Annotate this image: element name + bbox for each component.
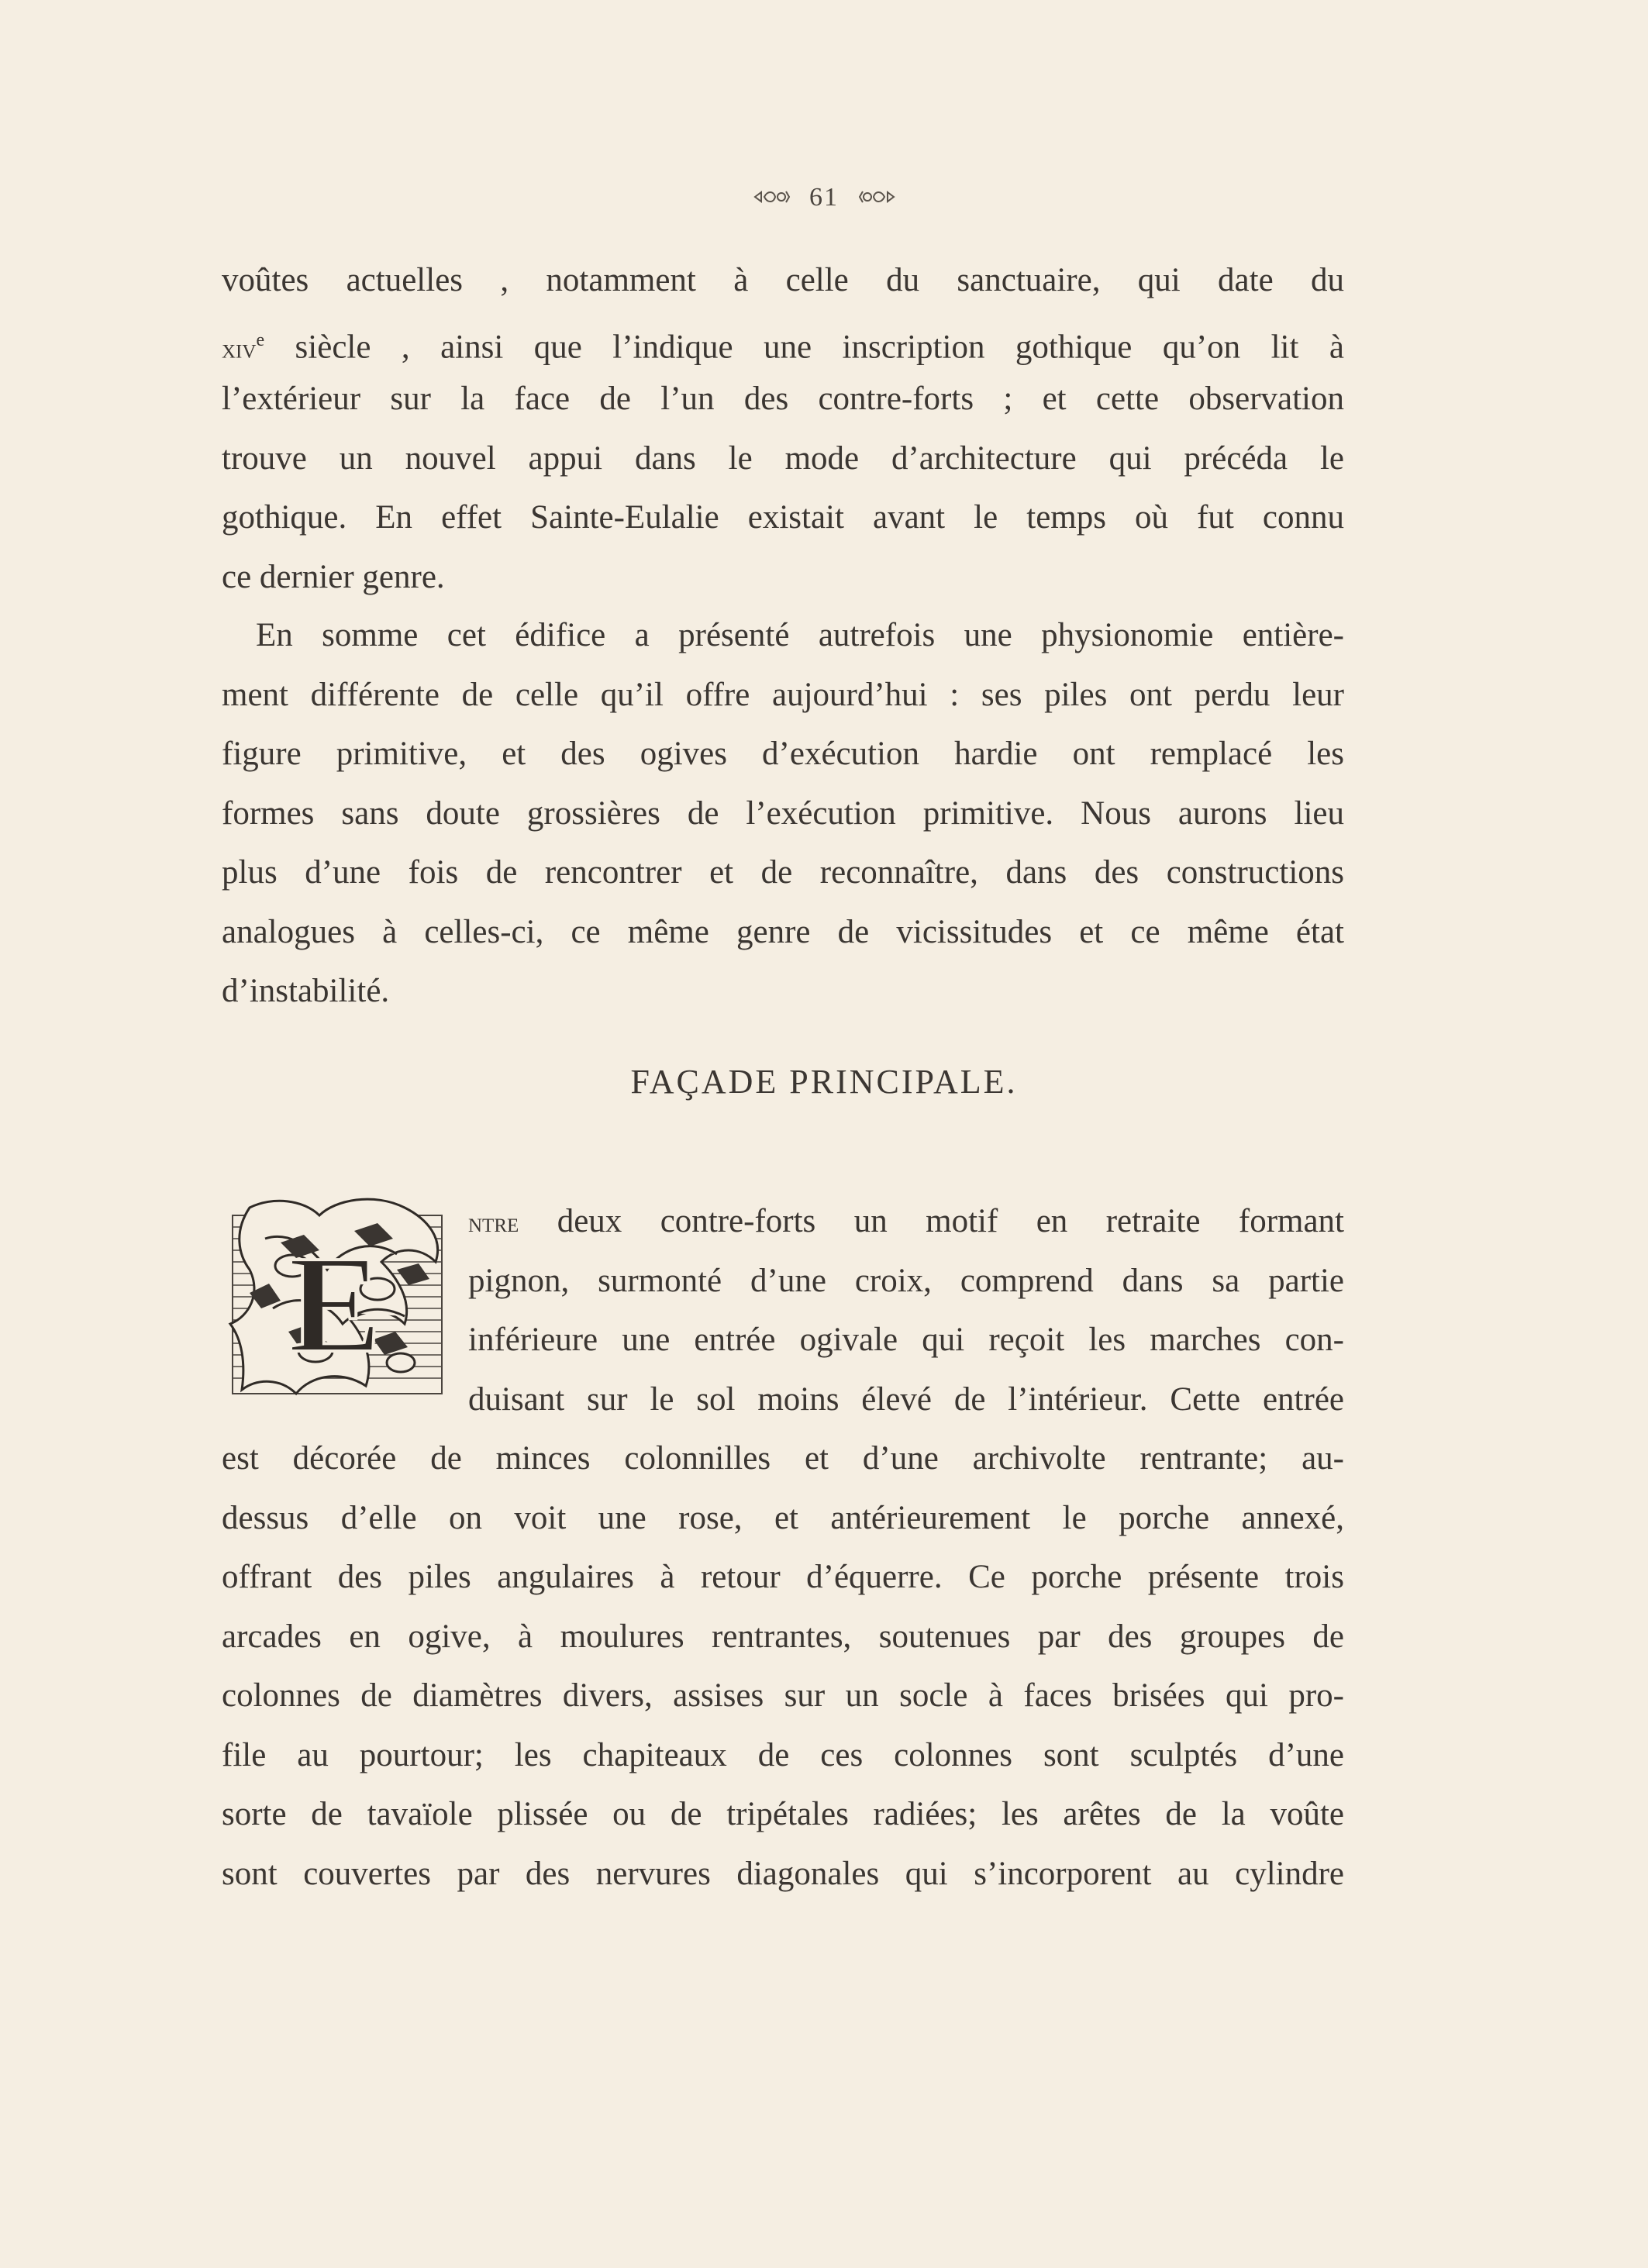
dropcap-letter: E	[288, 1227, 382, 1381]
text-line: sorte de tavaïole plissée ou de tripétales radiées; les arêtes de la voûte	[222, 1796, 1344, 1832]
text-line: est décorée de minces colonnilles et d’une archivolte rentrante; au-	[222, 1440, 1344, 1477]
text-line: d’instabilité.	[222, 973, 390, 1009]
century-numeral: xiv	[222, 332, 257, 364]
paragraph-3-dropcap-lines	[468, 1192, 1344, 1429]
text-line: En somme cet édifice a présenté autrefois une physionomie entière-	[256, 617, 1344, 653]
text-line: l’extérieur sur la face de l’un des contre-forts ; et cette observation	[222, 381, 1344, 417]
text-line: ce dernier genre.	[222, 558, 445, 595]
text-line: duisant sur le sol moins élevé de l’intérieur. Cette entrée	[468, 1380, 1344, 1418]
ornament-left-icon	[753, 188, 791, 211]
text-line: gothique. En effet Sainte-Eulalie existait avant le temps où fut connu	[222, 499, 1344, 536]
text-line: formes sans doute grossières de l’exécution primitive. Nous aurons lieu	[222, 794, 1344, 832]
text-line: analogues à celles-ci, ce même genre de vicissitudes et ce même état	[222, 913, 1344, 950]
first-word-rest: ntre	[468, 1207, 519, 1238]
text-line	[468, 1192, 1344, 1252]
section-title: FAÇADE PRINCIPALE.	[630, 1063, 1018, 1101]
dropcap-ornament	[219, 1192, 453, 1417]
paragraph-2	[222, 606, 1344, 1022]
page-header	[0, 183, 1648, 212]
text-line: sont couvertes par des nervures diagonales qui s’incorporent au cylindre	[222, 1855, 1344, 1892]
text-line: inférieure une entrée ogivale qui reçoit les marches con-	[468, 1322, 1344, 1358]
text-line: pignon, surmonté d’une croix, comprend dans sa partie	[468, 1262, 1344, 1299]
text-line: figure primitive, et des ogives d’exécution hardie ont remplacé les	[222, 736, 1344, 772]
text-line: offrant des piles angulaires à retour d’équerre. Ce porche présente trois	[222, 1559, 1344, 1595]
text-line: arcades en ogive, à moulures rentrantes, soutenues par des groupes de	[222, 1618, 1344, 1655]
page-number: 61	[809, 183, 839, 212]
text-line: dessus d’elle on voit une rose, et antérieurement le porche annexé,	[222, 1499, 1344, 1536]
century-superscript: e	[256, 329, 265, 350]
text-line: file au pourtour; les chapiteaux de ces colonnes sont sculptés d’une	[222, 1736, 1344, 1773]
text-line-rest: siècle , ainsi que l’indique une inscription gothique qu’on lit à	[295, 328, 1344, 365]
text-line	[222, 311, 1344, 371]
text-line: plus d’une fois de rencontrer et de reconnaître, dans des constructions	[222, 854, 1344, 891]
text-line: voûtes actuelles , notamment à celle du sanctuaire, qui date du	[222, 262, 1344, 298]
paragraph-3	[222, 1429, 1344, 1904]
paragraph-1	[222, 251, 1344, 607]
text-line: ment différente de celle qu’il offre aujourd’hui : ses piles ont perdu leur	[222, 676, 1344, 713]
text-line: colonnes de diamètres divers, assises sur un socle à faces brisées qui pro-	[222, 1677, 1344, 1714]
text-line: trouve un nouvel appui dans le mode d’architecture qui précéda le	[222, 439, 1344, 477]
ornament-right-icon	[858, 188, 895, 211]
first-line-rest: deux contre-forts un motif en retraite formant	[557, 1203, 1344, 1239]
